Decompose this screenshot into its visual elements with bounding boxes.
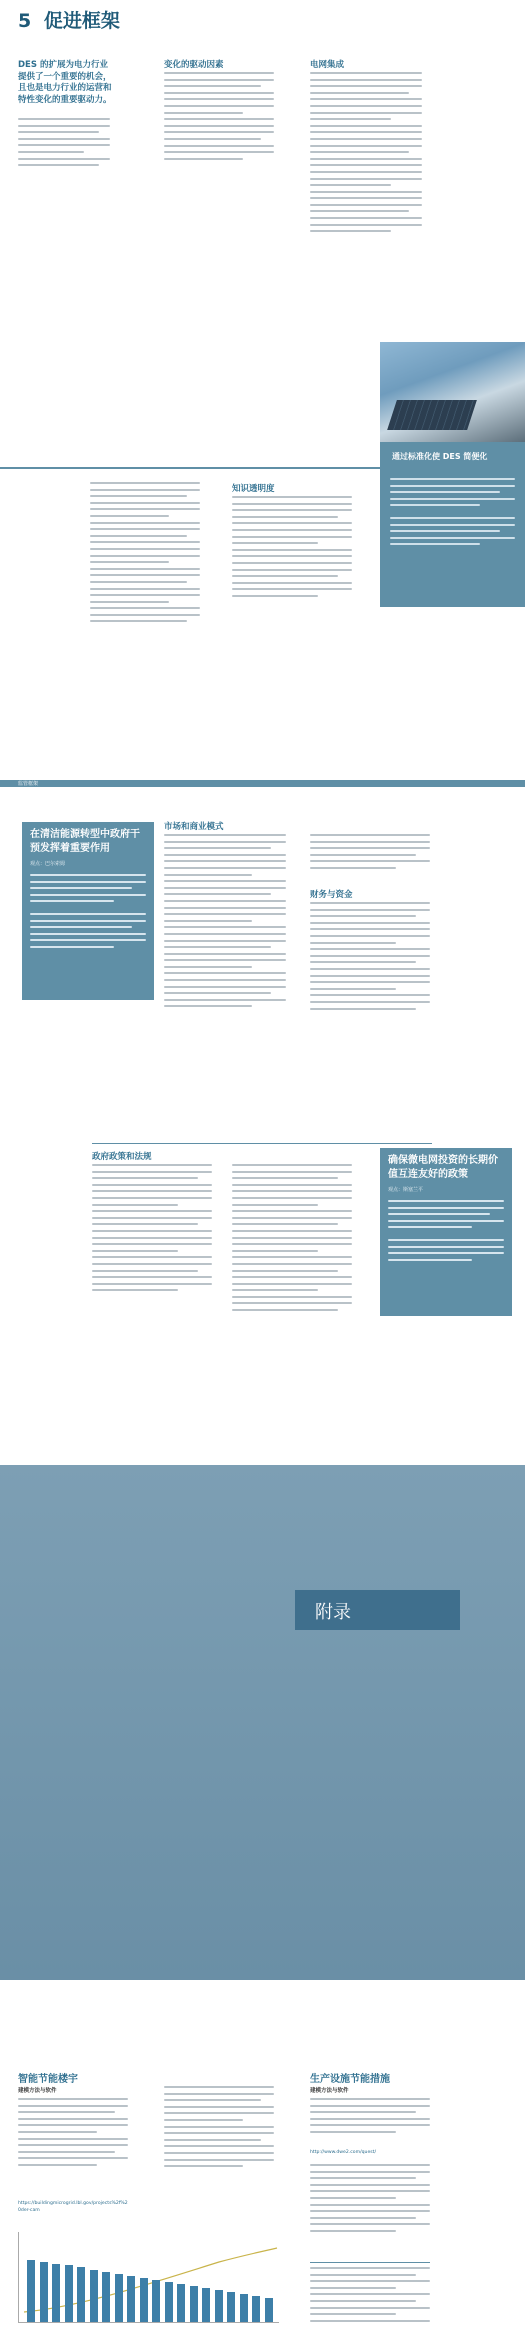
photo-caption: 通过标准化使 DES 简便化 [392, 452, 488, 461]
government-role-box [22, 822, 154, 1000]
photo-caption-box [380, 442, 525, 472]
chart-bar [252, 2296, 260, 2322]
section-heading-knowledge: 知识透明度 [232, 484, 275, 494]
chart-bar [27, 2260, 35, 2322]
intro-paragraph [18, 118, 110, 171]
section-divider [0, 467, 380, 469]
chart-bar [215, 2290, 223, 2322]
page-label-strip [0, 780, 525, 787]
section-heading-finance: 财务与资金 [310, 890, 353, 900]
chart-bar [52, 2264, 60, 2322]
photo-side-text [380, 472, 525, 556]
section-heading-production-facilities: 生产设施节能措施 [310, 2074, 390, 2085]
chart-bar [177, 2284, 185, 2322]
right-table [310, 2262, 430, 2335]
knowledge-paragraph [232, 496, 352, 602]
box1-subtitle: 观点：巴尔索姆 [30, 861, 66, 867]
right-paragraph-2 [310, 2164, 430, 2237]
intro-lead: DES 的扩展为电力行业提供了一个重要的机会，且也是电力行业的运营和特性变化的重要驱动力。 [18, 60, 112, 105]
left-paragraph [18, 2098, 128, 2171]
appendix-background [0, 1465, 525, 1980]
chapter-number: 5 [18, 10, 32, 32]
chart-bar [140, 2278, 148, 2322]
chart-bar [40, 2262, 48, 2322]
box2-title: 确保微电网投资的长期价值互连友好的政策 [388, 1155, 498, 1180]
chart-bar [102, 2272, 110, 2322]
energy-chart [18, 2232, 279, 2323]
chart-bar [190, 2286, 198, 2322]
left-subheading: 建模方法与软件 [18, 2088, 57, 2094]
chart-bar [240, 2294, 248, 2322]
appendix-title-box [295, 1590, 460, 1630]
chart-bar [127, 2276, 135, 2322]
photo-side-text-box [380, 472, 525, 607]
grid-paragraph [310, 72, 422, 237]
microgrid-policy-box [380, 1148, 512, 1316]
section-heading-markets: 市场和商业模式 [164, 822, 224, 832]
page-label: 监管框架 [18, 781, 39, 787]
appendix-title: 附录 [315, 1602, 351, 1623]
policy-paragraph [92, 1164, 212, 1296]
right-subheading: 建模方法与软件 [310, 2088, 349, 2094]
left-column-continued [90, 482, 200, 627]
chart-bar [202, 2288, 210, 2322]
url-right[interactable]: http://www.dwe2.com/quest/ [310, 2150, 377, 2155]
box2-text [380, 1198, 512, 1267]
right-paragraph [310, 2098, 430, 2138]
chapter-heading: 促进框架 [43, 10, 120, 32]
markets-paragraph [164, 834, 286, 1012]
chart-bar [152, 2280, 160, 2322]
drivers-paragraph [164, 72, 274, 164]
section-heading-grid: 电网集成 [310, 60, 345, 70]
box2-subtitle: 观点：斯塞兰平 [388, 1187, 424, 1193]
photo-solar-panel [387, 400, 477, 430]
chart-bar [165, 2282, 173, 2322]
section-heading-drivers: 变化的驱动因素 [164, 60, 224, 70]
chart-bar [77, 2267, 85, 2322]
box1-title: 在清洁能源转型中政府干预发挥着重要作用 [30, 829, 140, 854]
chart-bar [115, 2274, 123, 2322]
section-heading-policy: 政府政策和法规 [92, 1152, 152, 1162]
chart-bar [65, 2265, 73, 2322]
chart-bar [227, 2292, 235, 2322]
section-divider-2 [92, 1143, 432, 1144]
url-left[interactable]: https://buildingmicrogrid.lbl.gov/projects%2f%20der-cam [18, 2201, 128, 2213]
policy-paragraph-2 [232, 1164, 352, 1316]
chapter-title [18, 6, 120, 33]
middle-paragraph [164, 2086, 274, 2172]
chart-bar [90, 2270, 98, 2322]
finance-paragraph [310, 902, 430, 1014]
section-heading-smart-buildings: 智能节能楼宇 [18, 2074, 78, 2085]
box1-text [22, 872, 154, 955]
chart-bar [265, 2298, 273, 2322]
finance-intro [310, 834, 430, 874]
